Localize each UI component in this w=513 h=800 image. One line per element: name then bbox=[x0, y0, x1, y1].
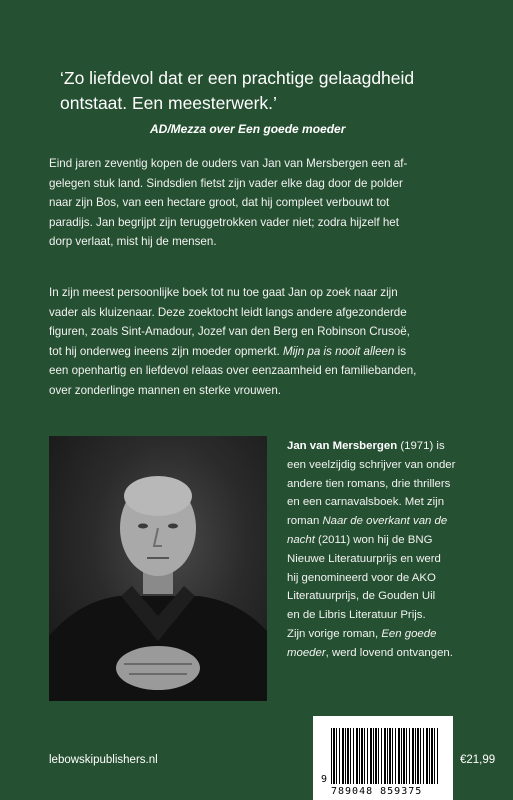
bio-line: Nieuwe Literatuurprijs en werd bbox=[287, 552, 441, 565]
review-quote bbox=[60, 66, 490, 116]
attribution-title: Een goede moeder bbox=[238, 122, 346, 136]
barcode-lead-digit: 9 bbox=[321, 774, 328, 785]
bio-line: andere tien romans, drie thrillers bbox=[287, 477, 451, 490]
blurb-line: figuren, zoals Sint-Amadour, Jozef van den Berg en Robinson Crusoë, bbox=[49, 325, 410, 338]
blurb-text: tot hij onderweg ineens zijn moeder opmerkt. bbox=[49, 344, 280, 358]
price: €21,99 bbox=[460, 754, 496, 766]
bio-line: en een carnavalsboek. Met zijn bbox=[287, 496, 445, 509]
bio-line: Literatuurprijs, de Gouden Uil bbox=[287, 590, 436, 603]
bio-text: (2011) won hij de BNG bbox=[314, 533, 433, 546]
quote-line-1: ‘Zo liefdevol dat er een prachtige gelaagdheid bbox=[60, 68, 415, 88]
blurb-line: dorp verlaat, mist hij de mensen. bbox=[49, 235, 217, 248]
blurb-line bbox=[49, 342, 469, 362]
novel-title: moeder bbox=[287, 646, 326, 659]
bio-line bbox=[287, 625, 487, 644]
book-title: Mijn pa is nooit alleen bbox=[282, 344, 395, 358]
blurb-paragraph-2 bbox=[49, 283, 469, 400]
blurb-line: vader als kluizenaar. Deze zoektocht leidt langs andere afgezonderde bbox=[49, 305, 407, 319]
attribution-source: AD/Mezza over bbox=[150, 122, 239, 136]
bio-line bbox=[287, 531, 487, 550]
blurb-line: In zijn meest persoonlijke boek tot nu toe gaat Jan op zoek naar zijn bbox=[49, 286, 398, 299]
bio-line: hij genomineerd voor de AKO bbox=[287, 571, 436, 584]
bio-line bbox=[287, 512, 487, 531]
bio-text: roman bbox=[287, 515, 323, 528]
quote-line-2: ontstaat. Een meesterwerk.’ bbox=[60, 93, 277, 113]
blurb-line: een openhartig en liefdevol relaas over eenzaamheid en familiebanden, bbox=[49, 364, 417, 377]
blurb-line: Eind jaren zeventig kopen de ouders van Jan van Mersbergen een af- bbox=[49, 157, 408, 170]
barcode-bars bbox=[331, 728, 439, 784]
blurb-paragraph-1 bbox=[49, 154, 469, 252]
quote-attribution bbox=[150, 122, 345, 136]
bio-line bbox=[287, 644, 487, 663]
author-bio bbox=[287, 437, 487, 663]
author-photo bbox=[49, 436, 267, 701]
blurb-line: gelegen stuk land. Sindsdien fietst zijn vader elke dag door de polder bbox=[49, 176, 403, 190]
bio-line bbox=[287, 437, 487, 456]
bio-text: , werd lovend ontvangen. bbox=[325, 646, 453, 659]
bio-line: en de Libris Literatuur Prijs. bbox=[287, 609, 426, 622]
isbn-barcode bbox=[313, 716, 453, 800]
publisher-url: lebowskipublishers.nl bbox=[49, 754, 158, 766]
bio-text: Zijn vorige roman, bbox=[287, 627, 382, 640]
blurb-line: over zonderlinge mannen en sterke vrouwen. bbox=[49, 383, 282, 397]
blurb-line: paradijs. Jan begrijpt zijn teruggetrokken vader niet; zodra hijzelf het bbox=[49, 215, 399, 229]
bio-text: (1971) is bbox=[397, 440, 445, 452]
bio-line: een veelzijdig schrijver van onder bbox=[287, 458, 456, 471]
blurb-line: naar zijn Bos, van een hectare groot, dat hij compleet verbouwt tot bbox=[49, 196, 390, 209]
novel-title: nacht bbox=[287, 533, 315, 546]
novel-title: Naar de overkant van de bbox=[322, 515, 448, 528]
author-name: Jan van Mersbergen bbox=[287, 440, 398, 452]
novel-title: Een goede bbox=[381, 627, 437, 640]
barcode-number: 789048 859375 bbox=[331, 786, 443, 797]
blurb-text: is bbox=[394, 344, 407, 358]
